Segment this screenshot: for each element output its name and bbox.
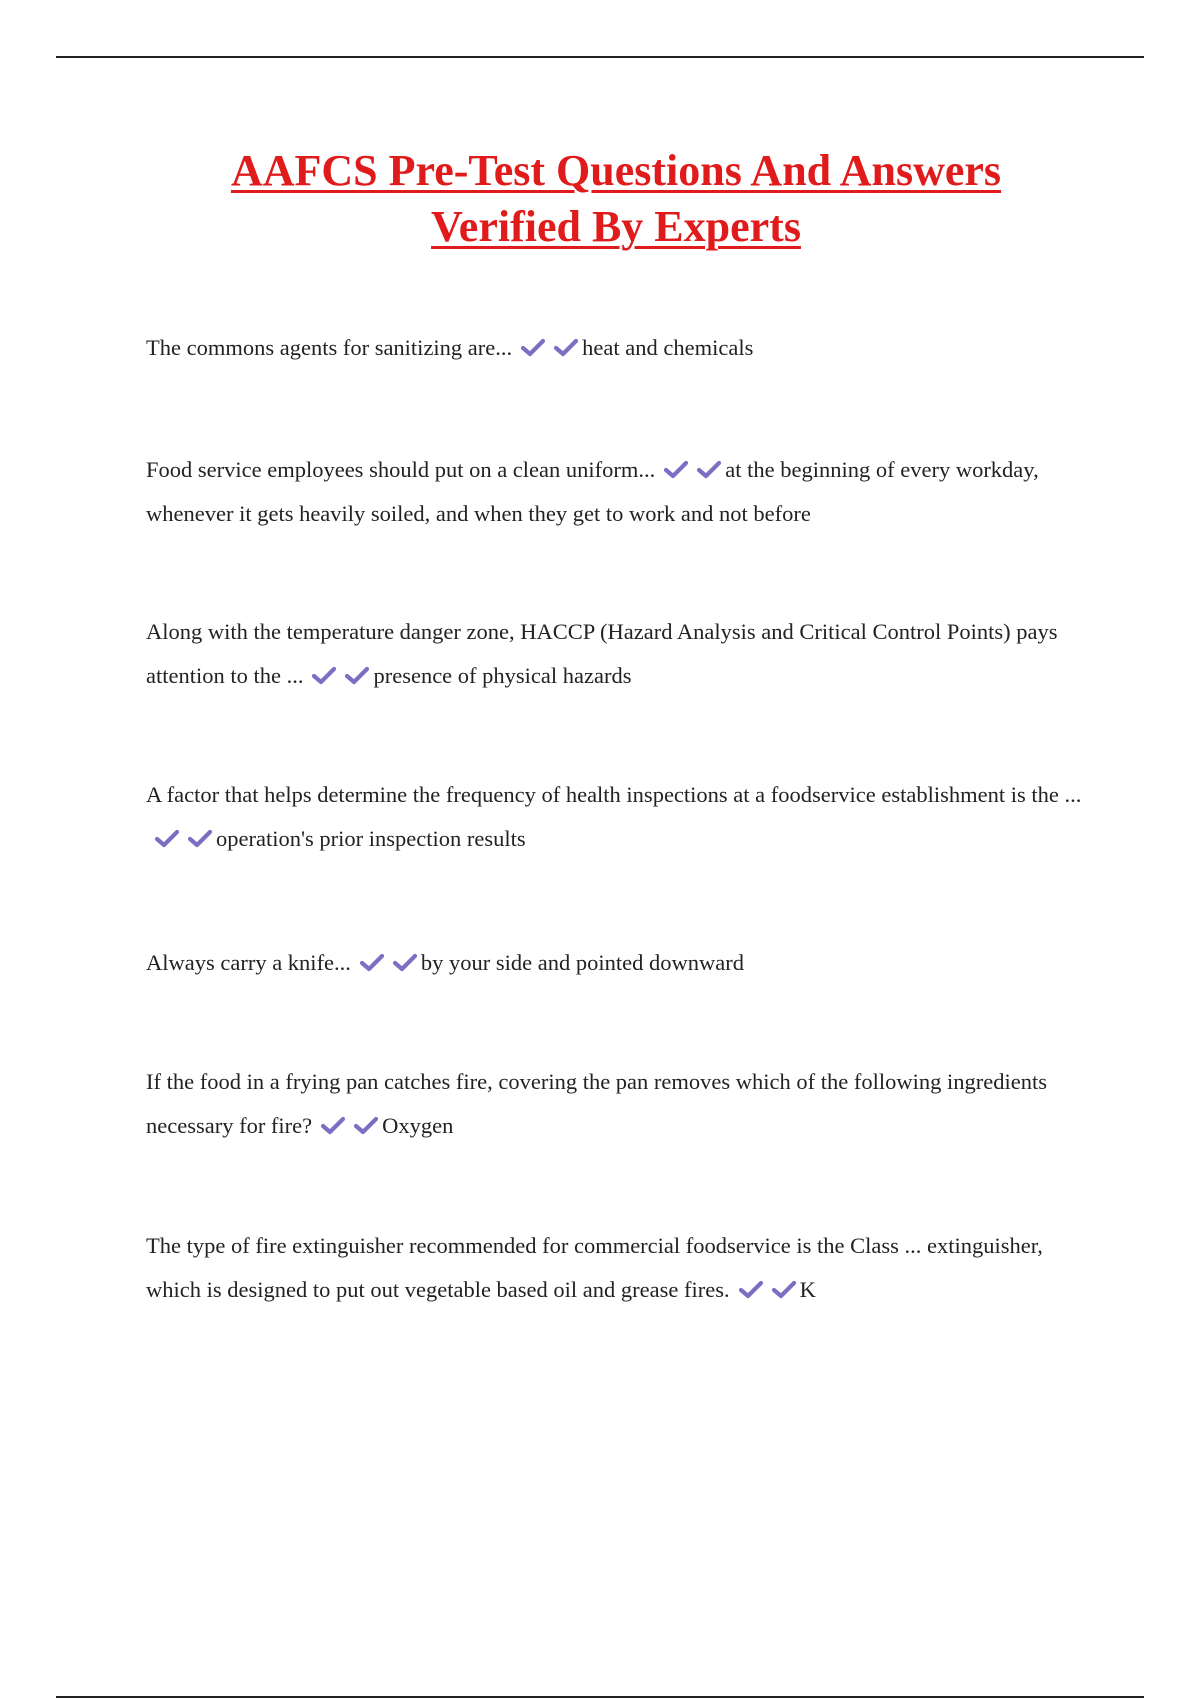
answer-text: Oxygen bbox=[382, 1113, 454, 1138]
qa-item-5 bbox=[146, 941, 1086, 985]
question-text: If the food in a frying pan catches fire, covering the pan removes which of the following ingredients necessary for fire? bbox=[146, 1069, 1047, 1138]
check-icon bbox=[154, 829, 180, 849]
question-text: The type of fire extinguisher recommended for commercial foodservice is the Class ... extinguisher, which is designed to put out vegetable based oil and grease fires. bbox=[146, 1233, 1043, 1302]
qa-item-7 bbox=[146, 1224, 1086, 1312]
check-icon bbox=[520, 338, 546, 358]
top-rule bbox=[56, 56, 1144, 58]
check-icon bbox=[771, 1280, 797, 1300]
check-icon bbox=[187, 829, 213, 849]
check-icon bbox=[553, 338, 579, 358]
check-icon bbox=[738, 1280, 764, 1300]
qa-item-6 bbox=[146, 1060, 1086, 1148]
check-icon bbox=[311, 666, 337, 686]
answer-text: by your side and pointed downward bbox=[420, 950, 744, 975]
qa-item-1 bbox=[146, 326, 1086, 370]
title-line-2: Verified By Experts bbox=[431, 202, 801, 251]
qa-item-4 bbox=[146, 773, 1086, 861]
answer-text: K bbox=[799, 1277, 816, 1302]
question-text: A factor that helps determine the frequency of health inspections at a foodservice establishment is the ... bbox=[146, 782, 1082, 807]
answer-text: operation's prior inspection results bbox=[216, 826, 526, 851]
check-icon bbox=[320, 1116, 346, 1136]
question-text: The commons agents for sanitizing are... bbox=[146, 335, 513, 360]
qa-item-3 bbox=[146, 610, 1086, 698]
question-text: Along with the temperature danger zone, HACCP (Hazard Analysis and Critical Control Points) pays attention to the ... bbox=[146, 619, 1058, 688]
check-icon bbox=[696, 460, 722, 480]
title-line-1: AAFCS Pre-Test Questions And Answers bbox=[230, 146, 1002, 195]
answer-text: heat and chemicals bbox=[582, 335, 754, 360]
bottom-rule bbox=[56, 1696, 1144, 1698]
check-icon bbox=[392, 953, 418, 973]
answer-text: presence of physical hazards bbox=[373, 663, 632, 688]
qa-item-2 bbox=[146, 448, 1086, 536]
check-icon bbox=[663, 460, 689, 480]
question-text: Always carry a knife... bbox=[146, 950, 351, 975]
document-title bbox=[0, 143, 1200, 255]
check-icon bbox=[344, 666, 370, 686]
check-icon bbox=[359, 953, 385, 973]
answer-text: at the beginning of every workday, whenever it gets heavily soiled, and when they get to work and not before bbox=[146, 457, 1039, 526]
question-text: Food service employees should put on a clean uniform... bbox=[146, 457, 656, 482]
check-icon bbox=[353, 1116, 379, 1136]
